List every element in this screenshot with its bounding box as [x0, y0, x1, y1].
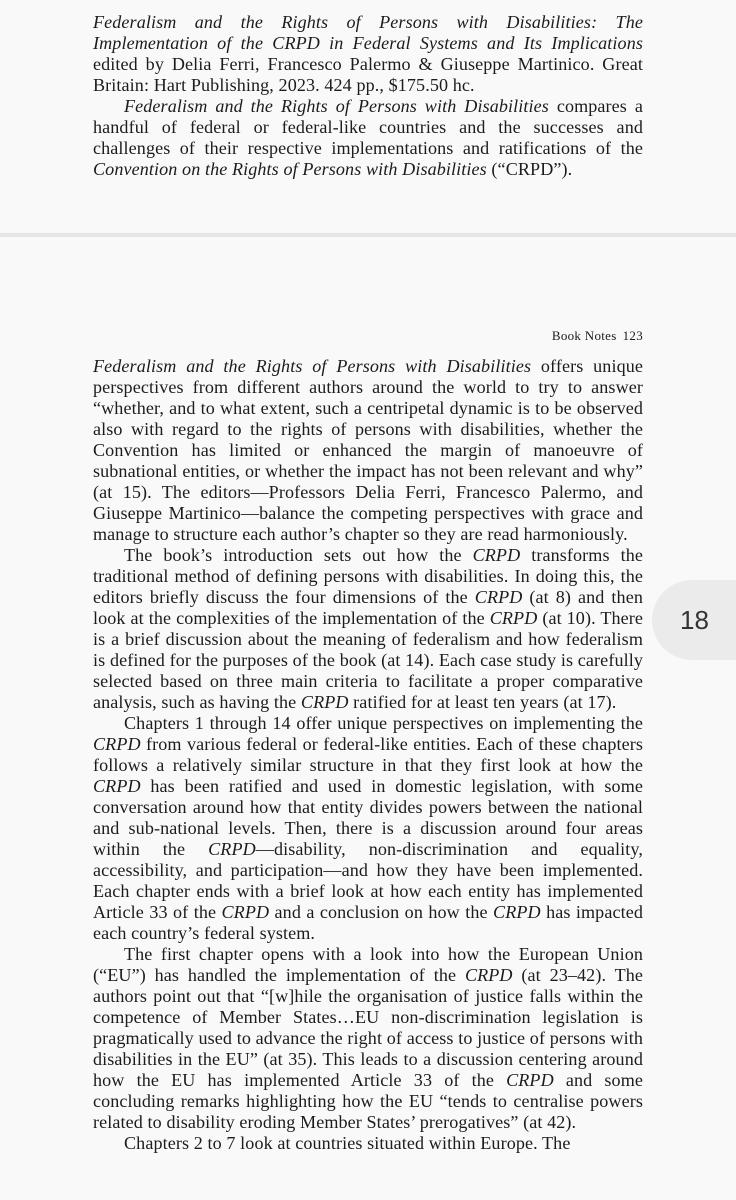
citation-details: edited by Delia Ferri, Francesco Palermo & Giuseppe Martinico. Great Britain: Hart Publishing, 2023. 424 pp., $175.50 hc. [93, 54, 643, 95]
intro-book-title: Federalism and the Rights of Persons with Disabilities [124, 96, 549, 116]
page-indicator-badge[interactable] [652, 580, 736, 660]
paragraph-5: Chapters 2 to 7 look at countries situated within Europe. The [124, 1133, 571, 1153]
previous-page-fragment [0, 0, 736, 232]
citation-paragraph [93, 12, 643, 96]
book-note-body [93, 356, 643, 1154]
book-review-header [93, 12, 643, 180]
running-head-page-number: 123 [622, 328, 643, 343]
paragraph-3: Chapters 1 through 14 offer unique perspectives on implementing the CRPD from various federal or federal-like entities. Each of these chapters follows a relatively similar structure in that they first look at how the CRPD has been ratified and used in domestic legislation, with some conversation around how that entity divides powers between the national and sub-national levels. Then, there is a discussion around four areas within the CRPD—disability, non-discrimination and equality, accessibility, and participation—and how they have been implemented. Each chapter ends with a brief look at how each entity has implemented Article 33 of the CRPD and a conclusion on how the CRPD has impacted each country’s federal system. [93, 713, 644, 943]
running-head [500, 328, 643, 344]
citation-book-title: Federalism and the Rights of Persons with Disabilities: The Implementation of the CRPD in Federal Systems and Its Implications [93, 12, 643, 53]
book-title: Federalism and the Rights of Persons with Disabilities [93, 356, 532, 376]
paragraph-2: The book’s introduction sets out how the CRPD transforms the traditional method of defining persons with disabilities. In doing this, the editors briefly discuss the four dimensions of the CRPD (at 8) and then look at the complexities of the implementation of the CRPD (at 10). There is a brief discussion about the meaning of federalism and how federalism is defined for the purposes of the book (at 14). Each case study is carefully selected based on three main criteria to facilitate a proper comparative analysis, such as having the CRPD ratified for at least ten years (at 17). [93, 545, 643, 712]
running-head-section: Book Notes [551, 328, 617, 343]
paragraph-4: The first chapter opens with a look into how the European Union (“EU”) has handled the implementation of the CRPD (at 23–42). The authors point out that “[w]hile the organisation of justice falls within the competence of Member States…EU non-discrimination legislation is pragmatically used to advance the right of access to justice of persons with disabilities in the EU” (at 35). This leads to a discussion centering around how the EU has implemented Article 33 of the CRPD and some concluding remarks highlighting how the EU “tends to centralise powers related to disability eroding Member States’ prerogatives” (at 42). [93, 944, 643, 1132]
convention-title: Convention on the Rights of Persons with Disabilities [93, 159, 487, 179]
page-indicator-number: 18 [680, 604, 709, 635]
intro-paragraph: Federalism and the Rights of Persons with Disabilities compares a handful of federal or federal-like countries and the successes and challenges of their respective implementations and ratifications of the Convention on the Rights of Persons with Disabilities (“CRPD”). [93, 96, 643, 179]
paragraph-1: Federalism and the Rights of Persons with Disabilities offers unique perspectives from different authors around the world to try to answer “whether, and to what extent, such a centripetal dynamic is to be observed also with regard to the rights of persons with disabilities, whether the Convention has limited or enhanced the margin of manoeuvre of subnational entities, or whether the impact has not been relevant and why” (at 15). The editors—Professors Delia Ferri, Francesco Palermo, and Giuseppe Martinico—balance the competing perspectives with grace and manage to structure each author’s chapter so they are read harmoniously. [93, 356, 643, 544]
